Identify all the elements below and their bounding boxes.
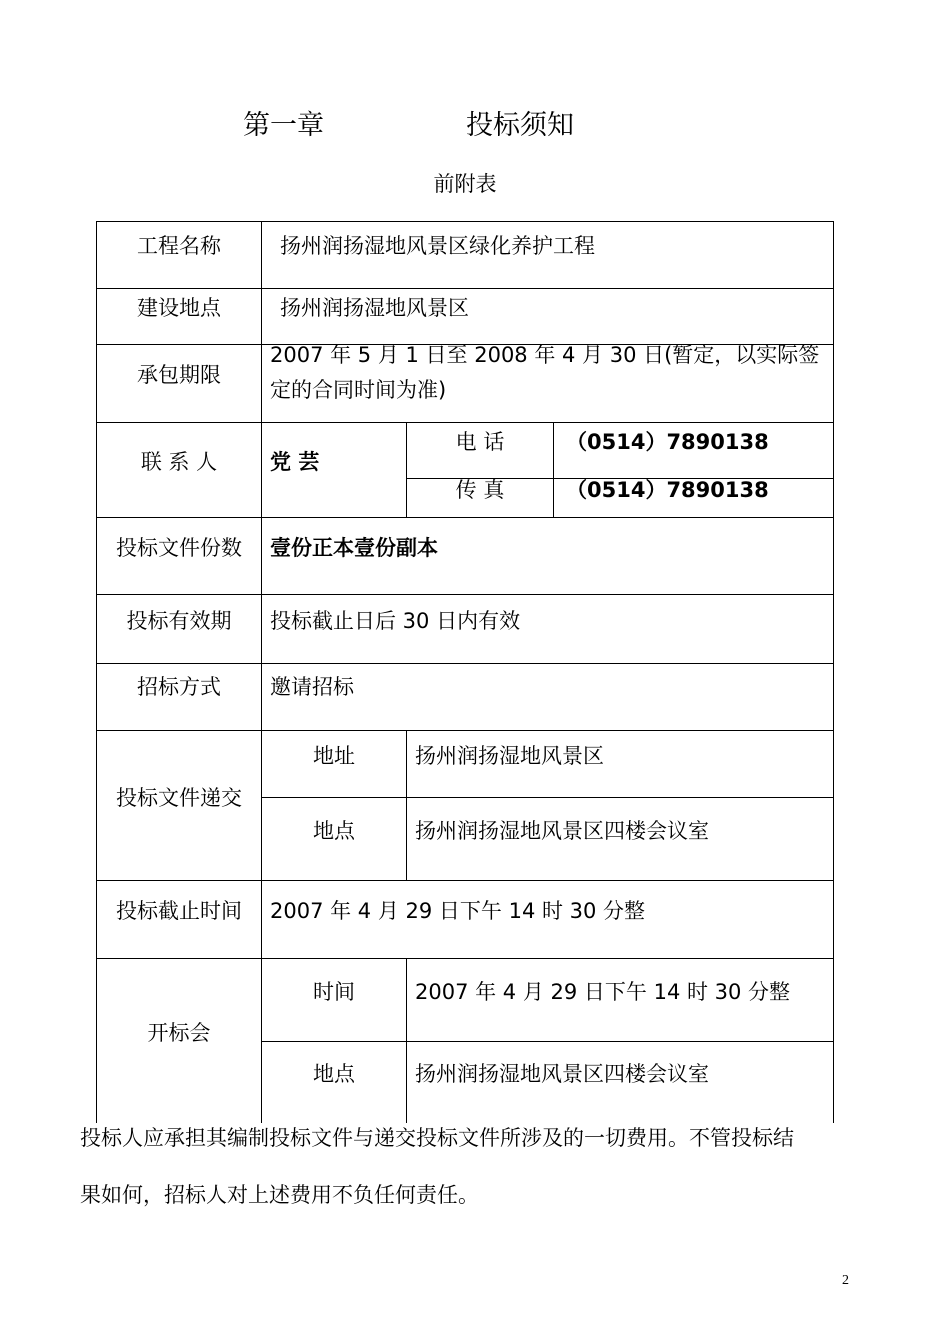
project-name-value: 扬州润扬湿地风景区绿化养护工程 xyxy=(280,234,595,258)
row-divider xyxy=(96,958,834,959)
location-value: 扬州润扬湿地风景区 xyxy=(280,296,469,320)
opening-label: 开标会 xyxy=(147,1021,211,1045)
opening-time-value: 2007 年 4 月 29 日下午 14 时 30 分整 xyxy=(415,980,791,1004)
fax-value: （0514）7890138 xyxy=(566,478,769,502)
row-divider xyxy=(96,594,834,595)
opening-place-value: 扬州润扬湿地风景区四楼会议室 xyxy=(415,1062,709,1086)
deadline-label: 投标截止时间 xyxy=(116,899,242,923)
period-label: 承包期限 xyxy=(137,363,221,387)
location-label: 建设地点 xyxy=(137,296,221,320)
opening-place-label: 地点 xyxy=(313,1062,355,1086)
row-divider xyxy=(96,288,834,289)
column-divider xyxy=(553,422,554,517)
copies-label: 投标文件份数 xyxy=(116,536,242,560)
row-divider xyxy=(96,663,834,664)
method-label: 招标方式 xyxy=(137,675,221,699)
contact-name: 党 芸 xyxy=(270,450,320,474)
row-divider xyxy=(96,730,834,731)
table-border-top xyxy=(96,221,834,222)
submission-address-value: 扬州润扬湿地风景区 xyxy=(415,744,604,768)
validity-value: 投标截止日后 30 日内有效 xyxy=(270,609,521,633)
chapter-title: 投标须知 xyxy=(466,110,574,141)
cost-paragraph-line-1: 投标人应承担其编制投标文件与递交投标文件所涉及的一切费用。不管投标结 xyxy=(80,1126,794,1150)
submission-label: 投标文件递交 xyxy=(116,786,242,810)
row-divider xyxy=(96,517,834,518)
deadline-value: 2007 年 4 月 29 日下午 14 时 30 分整 xyxy=(270,899,646,923)
phone-label: 电 话 xyxy=(455,430,505,454)
cost-paragraph-line-2: 果如何，招标人对上述费用不负任何责任。 xyxy=(80,1183,479,1207)
row-divider xyxy=(261,797,834,798)
submission-address-label: 地址 xyxy=(313,744,355,768)
contact-label: 联 系 人 xyxy=(140,450,218,474)
column-divider xyxy=(406,958,407,1123)
row-divider xyxy=(261,1041,834,1042)
chapter-label: 第一章 xyxy=(243,110,324,141)
validity-label: 投标有效期 xyxy=(126,609,232,633)
period-value: 2007 年 5 月 1 日至 2008 年 4 月 30 日(暂定，以实际签定的合同时间为准) xyxy=(270,343,820,402)
submission-place-label: 地点 xyxy=(313,819,355,843)
opening-time-label: 时间 xyxy=(313,980,355,1004)
table-subtitle: 前附表 xyxy=(433,172,497,196)
row-divider xyxy=(96,422,834,423)
page-number: 2 xyxy=(842,1273,849,1288)
project-name-label: 工程名称 xyxy=(137,234,221,258)
submission-place-value: 扬州润扬湿地风景区四楼会议室 xyxy=(415,819,709,843)
row-divider xyxy=(96,880,834,881)
method-value: 邀请招标 xyxy=(270,675,354,699)
fax-label: 传 真 xyxy=(455,478,505,502)
column-divider xyxy=(406,730,407,880)
phone-value: （0514）7890138 xyxy=(566,430,769,454)
copies-value: 壹份正本壹份副本 xyxy=(270,536,438,560)
